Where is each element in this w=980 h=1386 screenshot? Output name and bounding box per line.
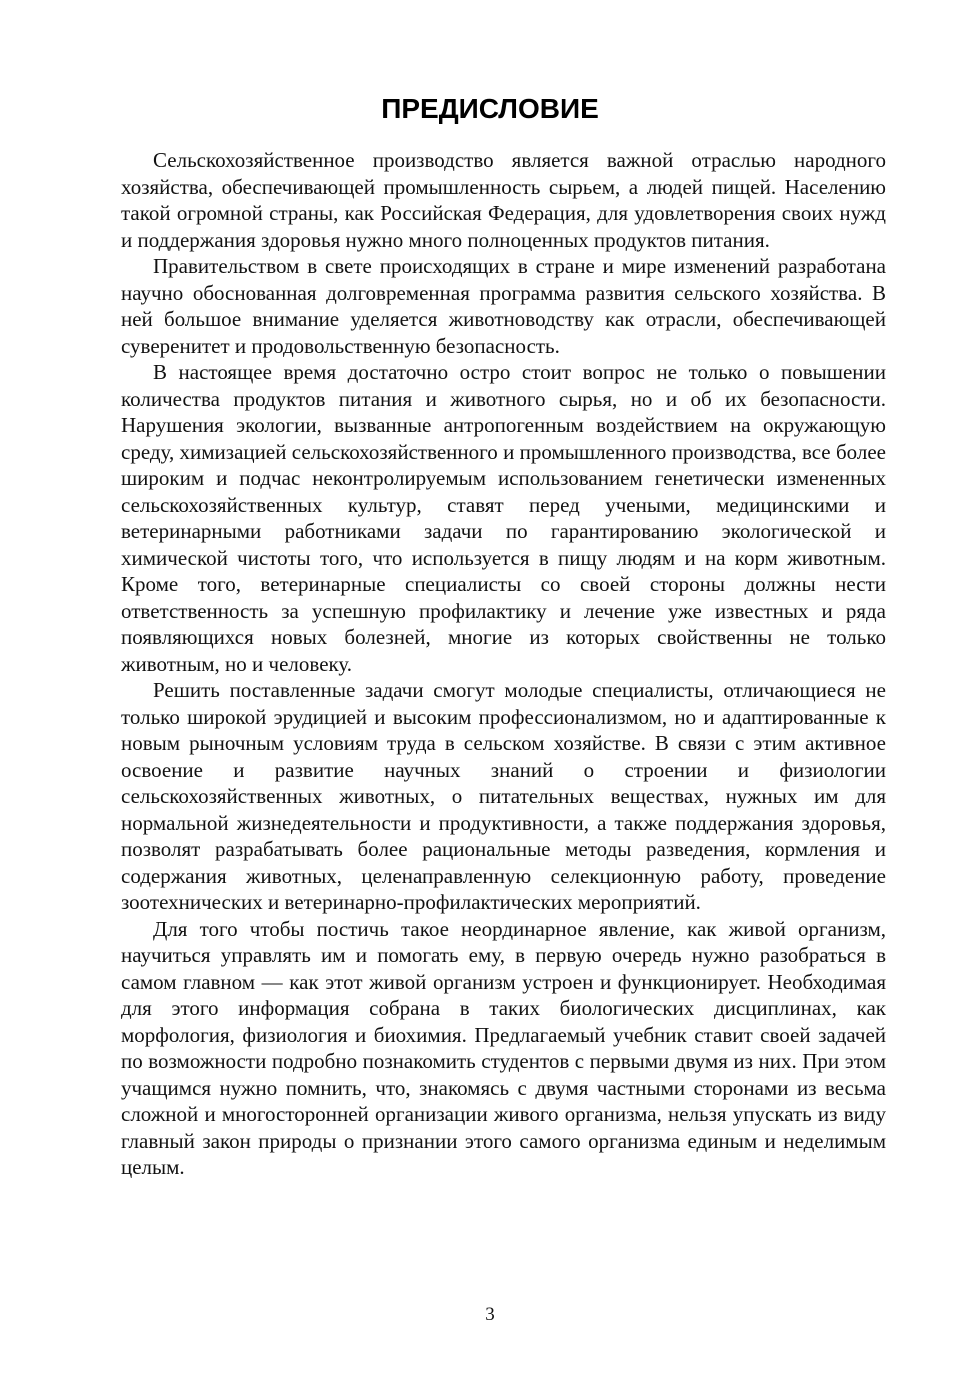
page-number: 3	[485, 1304, 495, 1325]
page-title: ПРЕДИСЛОВИЕ	[381, 93, 599, 124]
paragraph-4: Решить поставленные задачи смогут молодые специалисты, отличающиеся не только широкой эрудицией и высоким профессионализмом, но и адаптированные к новым рыночным условиям труда в сельском хозяйстве. В связи с этим активное освоение и развитие научных знаний о строении и физиологии сельскохозяйственных животных, о питательных веществах, нужных им для нормальной жизнедеятельности и продуктивности, а также поддержания здоровья, позволят разрабатывать более рациональные методы разведения, кормления и содержания животных, целенаправленную селекционную работу, проведение зоотехнических и ветеринарно-профилактических мероприятий.	[121, 678, 886, 914]
preface-body	[121, 147, 886, 1181]
paragraph-3: В настоящее время достаточно остро стоит вопрос не только о повышении количества продуктов питания и животного сырья, но и об их безопасности. Нарушения экологии, вызванные антропогенным воздействием на окружающую среду, химизацией сельскохозяйственного и промышленного производства, все более широким и подчас неконтролируемым использованием генетически измененных сельскохозяйственных культур, ставят перед учеными, медицинскими и ветеринарными работниками задачи по гарантированию экологической и химической чистоты того, что используется в пищу людям и на корм животным. Кроме того, ветеринарные специалисты со своей стороны должны нести ответственность за успешную профилактику и лечение уже известных и ряда появляющихся новых болезней, многие из которых свойственны не только животным, но и человеку.	[121, 360, 886, 676]
paragraph-1: Сельскохозяйственное производство является важной отраслью народного хозяйства, обеспечивающей промышленность сырьем, а людей пищей. Населению такой огромной страны, как Российская Федерация, для удовлетворения своих нужд и поддержания здоровья нужно много полноценных продуктов питания.	[121, 148, 886, 252]
paragraph-2: Правительством в свете происходящих в стране и мире изменений разработана научно обоснованная долговременная программа развития сельского хозяйства. В ней большое внимание уделяется животноводству как отрасли, обеспечивающей суверенитет и продовольственную безопасность.	[121, 254, 886, 358]
paragraph-5: Для того чтобы постичь такое неординарное явление, как живой организм, научиться управлять им и помогать ему, в первую очередь нужно разобраться в самом главном — как этот живой организм устроен и функционирует. Необходимая для этого информация собрана в таких биологических дисциплинах, как морфология, физиология и биохимия. Предлагаемый учебник ставит своей задачей по возможности подробно познакомить студентов с первыми двумя из них. При этом учащимся нужно помнить, что, знакомясь с двумя частными сторонами из весьма сложной и многосторонней организации живого организма, нельзя упускать из виду главный закон природы о признании этого самого организма единым и неделимым целым.	[121, 916, 886, 1179]
